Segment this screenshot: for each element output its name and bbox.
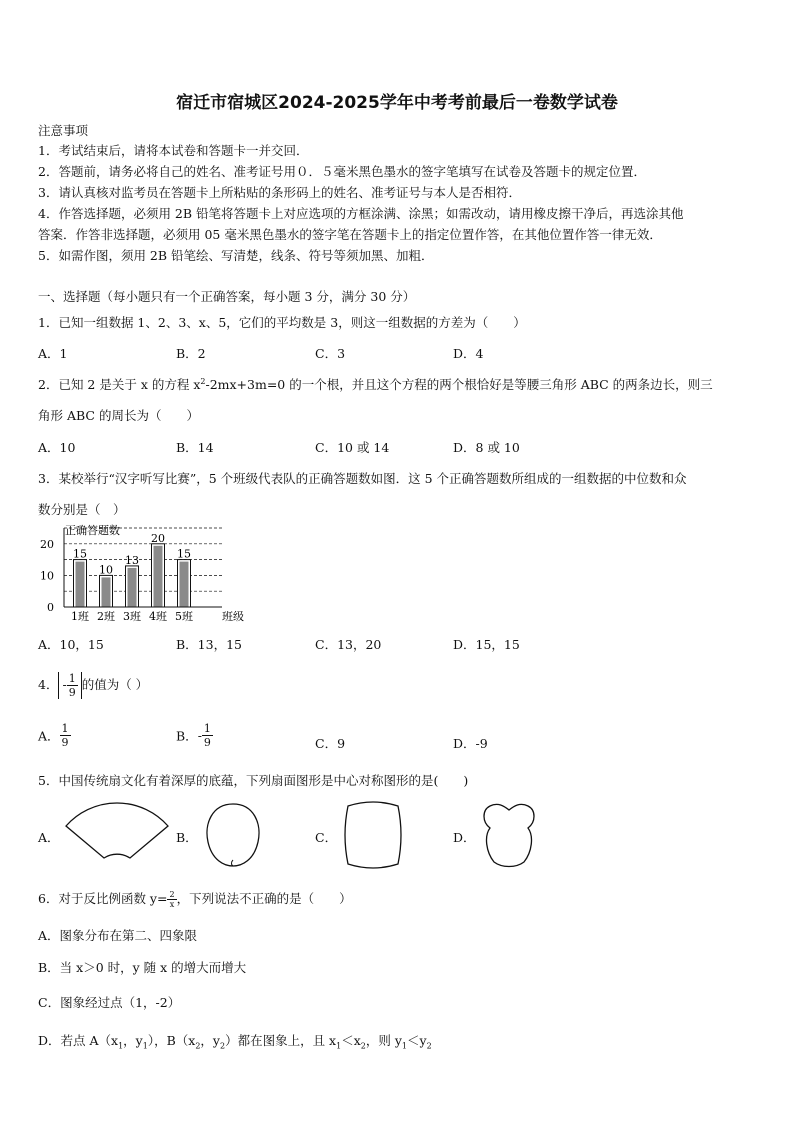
y-tick-label: 0	[47, 601, 54, 614]
notice-item: 2．答题前，请务必将自己的姓名、准考证号用０．５毫米黑色墨水的签字笔填写在试卷及答题卡的规定位置．	[38, 164, 646, 179]
q4-option-c: C．9	[315, 736, 346, 751]
x-tick-label: 2班	[97, 610, 115, 623]
q4-option-b: B．- $\frac{1}{9}$	[176, 722, 211, 749]
notice-heading: 注意事项	[38, 123, 89, 138]
notice-item: 4．作答选择题，必须用 2B 铅笔将答题卡上对应选项的方框涂满、涂黑；如需改动，请用橡皮擦干净后，再选涂其他	[38, 206, 684, 221]
q6-option-c: C．图象经过点（1，-2）	[38, 995, 181, 1010]
x-axis-label: 班级	[222, 610, 244, 623]
q2-option-d: D．8 或 10	[453, 440, 520, 455]
q5-option-a-label: A．	[38, 830, 60, 845]
q5-option-d-label: D．	[453, 830, 476, 845]
q5-option-c-label: C．	[315, 830, 338, 845]
q1-option-a: A．1	[38, 346, 68, 361]
q4-option-a: A． $\frac{1}{9}$	[38, 722, 69, 749]
q2-option-b: B．14	[176, 440, 214, 455]
data-label: 15	[177, 547, 191, 561]
question-1-stem: 1．已知一组数据 1、2、3、x、5，它们的平均数是 3，则这一组数据的方差为（ ）	[38, 315, 526, 330]
q3-option-a: A．10，15	[38, 637, 104, 652]
notice-item: 5．如需作图，须用 2B 铅笔绘、写清楚，线条、符号等须加黑、加粗．	[38, 248, 434, 263]
question-6-stem: 6．对于反比例函数 y= $\frac{2}{x}$ ，下列说法不正确的是（ ）	[38, 890, 352, 909]
q2-option-a: A．10	[38, 440, 76, 455]
q3-option-b: B．13，15	[176, 637, 242, 652]
question-5-stem: 5．中国传统扇文化有着深厚的底蕴，下列扇面图形是中心对称图形的是( )	[38, 773, 469, 788]
chart-labels	[40, 532, 193, 623]
notice-item: 答案．作答非选择题，必须用 05 毫米黑色墨水的签字笔在答题卡上的指定位置作答，在其他位置作答一律无效．	[38, 227, 662, 242]
absolute-value: - $\frac{1}{9}$	[58, 672, 81, 699]
bar-fill	[180, 562, 189, 607]
q3-option-c: C．13，20	[315, 637, 382, 652]
page-title: 宿迁市宿城区2024-2025学年中考考前最后一卷数学试卷	[176, 93, 618, 113]
q1-option-b: B．2	[176, 346, 206, 361]
y-tick-label: 20	[40, 537, 54, 551]
q6-option-b: B．当 x＞0 时，y 随 x 的增大而增大	[38, 960, 247, 975]
data-label: 10	[99, 563, 113, 577]
bar-fill	[102, 577, 111, 607]
question-3-stem-cont: 数分别是（ ）	[38, 502, 126, 517]
data-label: 15	[73, 547, 87, 561]
q5-option-b-label: B．	[176, 830, 198, 845]
data-label: 20	[151, 531, 165, 545]
q4-option-d: D．-9	[453, 736, 488, 751]
fan-shape-d	[478, 800, 540, 870]
fan-shape-b	[202, 800, 264, 870]
chart-grid	[64, 528, 222, 591]
question-3-stem: 3．某校举行“汉字听写比赛”，5 个班级代表队的正确答题数如图．这 5 个正确答题数所组成的一组数据的中位数和众	[38, 471, 687, 486]
x-tick-label: 1班	[71, 610, 89, 623]
q1-option-d: D．4	[453, 346, 484, 361]
bar-chart	[30, 520, 260, 630]
fan-shape-c	[340, 800, 406, 870]
notice-item: 3．请认真核对监考员在答题卡上所粘贴的条形码上的姓名、准考证号与本人是否相符．	[38, 185, 521, 200]
q1-option-c: C．3	[315, 346, 346, 361]
question-2-stem: 2．已知 2 是关于 x 的方程 $x^2-2mx+3m=0$ 的一个根，并且这个方程的两个根恰好是等腰三角形 ABC 的两条边长，则三	[38, 376, 713, 392]
x-tick-label: 3班	[123, 610, 141, 623]
q2-option-c: C．10 或 14	[315, 440, 390, 455]
bar-fill	[128, 568, 137, 607]
notice-item: 1．考试结束后，请将本试卷和答题卡一并交回．	[38, 143, 309, 158]
section-heading: 一、选择题（每小题只有一个正确答案，每小题 3 分，满分 30 分）	[38, 289, 416, 304]
y-axis-label: 正确答题数	[65, 524, 120, 537]
q6-option-a: A．图象分布在第二、四象限	[38, 928, 198, 943]
bar-fill	[76, 562, 85, 607]
q6-option-d: D．若点 $A(x_1$，$y_1$），$B(x_2$，$y_2$）都在图象上，且 $x_1<x_2$，则 $y_1<y_2$	[38, 1033, 432, 1051]
x-tick-label: 4班	[149, 610, 167, 623]
data-label: 13	[125, 553, 139, 567]
fan-shape-a	[62, 802, 172, 864]
question-4-stem: 4． - $\frac{1}{9}$ 的值为（ ）	[38, 672, 149, 699]
q3-option-d: D．15，15	[453, 637, 520, 652]
question-2-stem-cont: 角形 ABC 的周长为（ ）	[38, 408, 199, 423]
y-tick-label: 10	[40, 569, 54, 583]
bar-fill	[154, 546, 163, 607]
x-tick-label: 5班	[175, 610, 193, 623]
fraction: $\frac{1}{9}$	[68, 672, 76, 699]
